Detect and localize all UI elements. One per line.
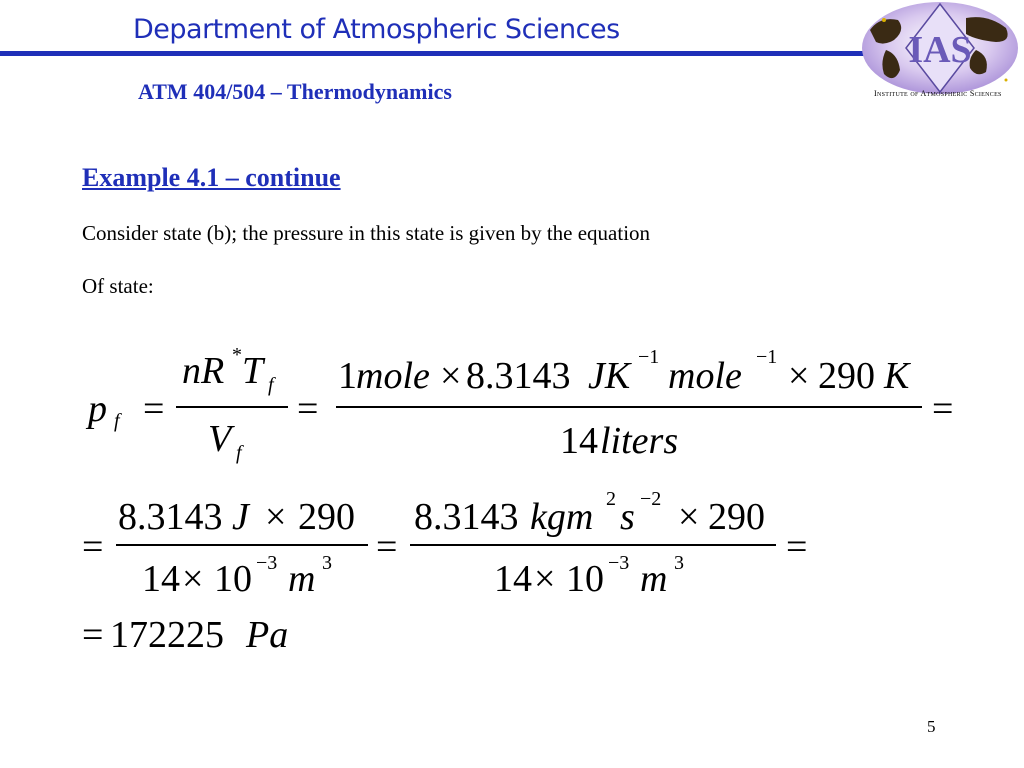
- eq2-f2-den-b: 10: [566, 558, 604, 600]
- eq2-times-4: ×: [534, 558, 556, 600]
- eq3-unit: Pa: [246, 614, 289, 656]
- page-number: 5: [927, 717, 936, 736]
- eq2-f2-bar: [410, 544, 776, 546]
- eq1-f2-num-e: mole: [668, 355, 742, 397]
- eq1-f1-num: nR: [182, 350, 225, 392]
- eq2-f2-den-a: 14: [494, 558, 532, 600]
- eq1-f2-num-d: JK: [588, 355, 631, 397]
- eq1-equals-2: =: [297, 388, 319, 430]
- eq1-f1-num-t: T: [242, 350, 264, 392]
- body-text-line-1: Consider state (b); the pressure in this state is given by the equation: [82, 221, 651, 245]
- example-heading: Example 4.1 – continue: [82, 163, 341, 192]
- department-title: Department of Atmospheric Sciences: [133, 14, 620, 45]
- eq1-f2-num-c: 8.3143: [466, 355, 571, 397]
- eq2-f1-num-b: J: [232, 496, 249, 538]
- eq2-f1-den-c: m: [288, 558, 316, 600]
- eq1-f1-den: V: [208, 418, 232, 460]
- eq1-f1-num-sup: *: [232, 344, 242, 366]
- body-text-line-2: Of state:: [82, 274, 154, 298]
- eq1-times-1: ×: [440, 355, 462, 397]
- logo-letters: IAS: [908, 29, 972, 71]
- eq1-f1-den-sub: f: [236, 442, 242, 464]
- eq1-f2-num-f: 290: [818, 355, 875, 397]
- eq2-f2-num-c: s: [620, 496, 635, 538]
- eq1-f2-num-g: K: [884, 355, 910, 397]
- eq2-times-3: ×: [678, 496, 700, 538]
- eq1-equals-3: =: [932, 388, 954, 430]
- eq1-f2-num-sup2: −1: [756, 346, 778, 368]
- eq2-f1-den-b: 10: [214, 558, 252, 600]
- eq1-f2-bar: [336, 406, 922, 408]
- eq1-f2-den-a: 14: [560, 420, 598, 462]
- eq2-f2-num-b: kgm: [530, 496, 594, 538]
- eq2-f1-den-sup2: 3: [322, 552, 332, 574]
- eq2-times-1: ×: [265, 496, 287, 538]
- eq1-f2-num-sup1: −1: [638, 346, 660, 368]
- eq2-f1-den-a: 14: [142, 558, 180, 600]
- eq2-f1-den-sup: −3: [256, 552, 278, 574]
- eq1-equals-1: =: [143, 388, 165, 430]
- eq1-f2-num-a: 1: [338, 355, 357, 397]
- eq1-f2-den-b: liters: [600, 420, 679, 462]
- eq1-times-2: ×: [788, 355, 810, 397]
- eq2-equals-3: =: [786, 526, 808, 568]
- eq2-equals-1: =: [82, 526, 104, 568]
- logo-caption: Institute of Atmospheric Sciences: [874, 89, 1002, 98]
- eq2-f1-num-c: 290: [298, 496, 355, 538]
- eq1-f1-bar: [176, 406, 288, 408]
- eq2-f2-num-sup1: 2: [606, 488, 616, 510]
- eq2-f2-den-sup2: 3: [674, 552, 684, 574]
- eq3-equals: =: [82, 614, 104, 656]
- eq2-f1-bar: [116, 544, 368, 546]
- header-divider: [0, 51, 868, 56]
- eq2-times-2: ×: [182, 558, 204, 600]
- eq1-lhs: p: [88, 388, 107, 430]
- eq3-value: 172225: [110, 614, 224, 656]
- eq2-equals-2: =: [376, 526, 398, 568]
- eq2-f2-den-sup: −3: [608, 552, 630, 574]
- course-title: ATM 404/504 – Thermodynamics: [138, 79, 452, 104]
- eq2-f2-num-a: 8.3143: [414, 496, 519, 538]
- eq2-f2-den-c: m: [640, 558, 668, 600]
- eq2-f2-num-d: 290: [708, 496, 765, 538]
- eq2-f1-num-a: 8.3143: [118, 496, 223, 538]
- eq1-f2-num-b: mole: [356, 355, 430, 397]
- eq2-f2-num-sup2: −2: [640, 488, 662, 510]
- eq1-lhs-sub: f: [114, 410, 120, 432]
- eq1-f1-num-sub: f: [268, 374, 274, 396]
